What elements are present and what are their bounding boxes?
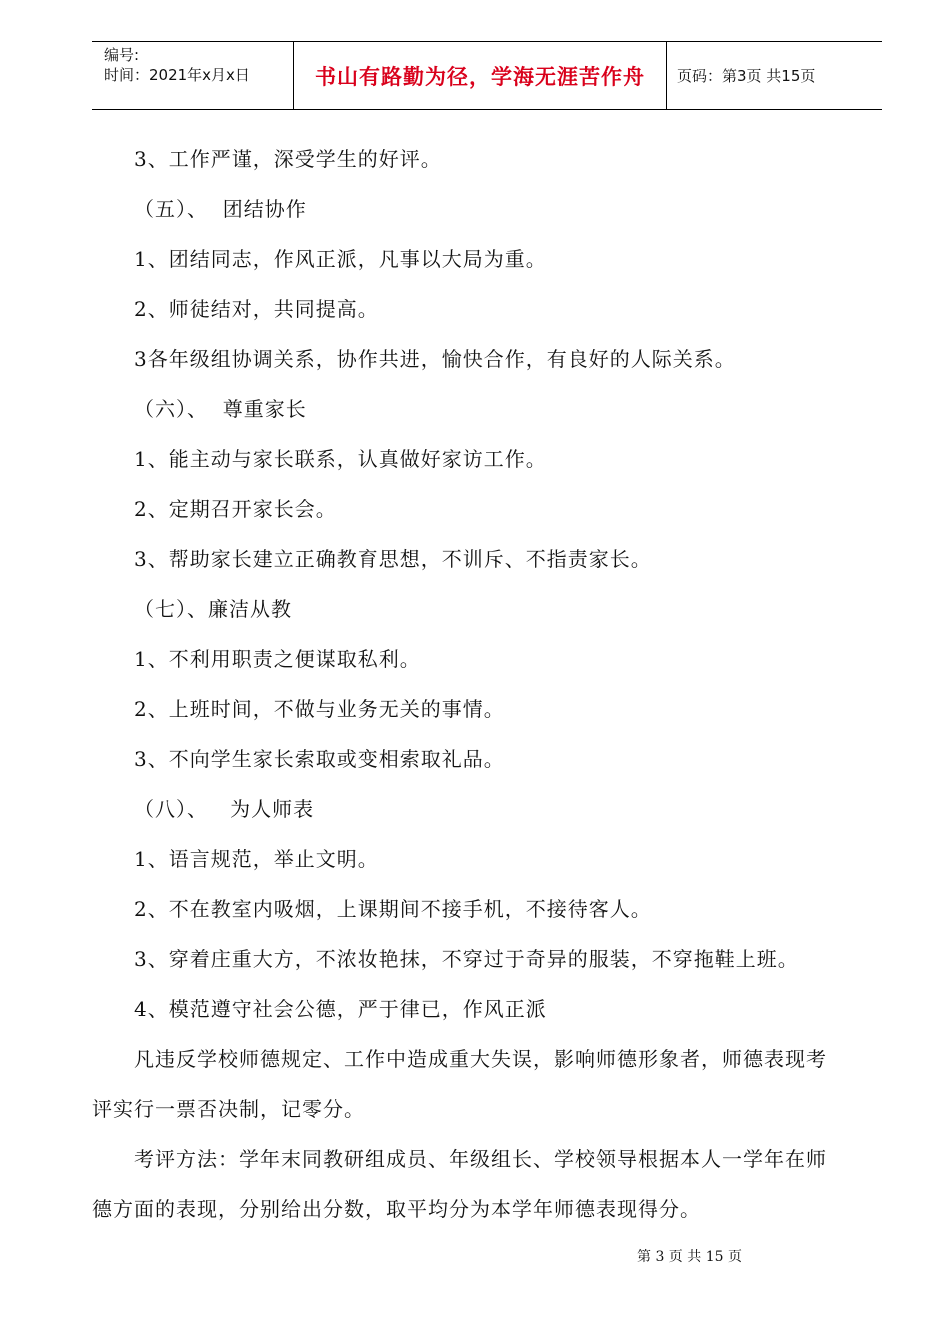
body-line: 2、定期召开家长会。 <box>134 497 337 521</box>
paragraph-line: 德方面的表现，分别给出分数，取平均分为本学年师德表现得分。 <box>92 1197 701 1221</box>
body-line: 2、师徒结对，共同提高。 <box>134 297 379 321</box>
paragraph-line: 评实行一票否决制，记零分。 <box>92 1097 365 1121</box>
section-heading: （六）、 尊重家长 <box>134 397 307 421</box>
header-meta-cell <box>92 42 294 109</box>
body-line: 3、工作严谨，深受学生的好评。 <box>134 147 442 171</box>
section-heading: （八）、 为人师表 <box>134 797 315 821</box>
document-number-label: 编号: <box>104 46 140 64</box>
paragraph-line: 凡违反学校师德规定、工作中造成重大失误，影响师德形象者，师德表现考 <box>134 1047 827 1071</box>
body-line: 3、不向学生家长索取或变相索取礼品。 <box>134 747 505 771</box>
header-page-info: 页码：第3页 共15页 <box>677 67 816 85</box>
document-time-label: 时间：2021年x月x日 <box>104 66 250 84</box>
body-line: 1、团结同志，作风正派，凡事以大局为重。 <box>134 247 547 271</box>
paragraph-line: 考评方法：学年末同教研组成员、年级组长、学校领导根据本人一学年在师 <box>134 1147 827 1171</box>
body-line: 3、穿着庄重大方，不浓妆艳抹，不穿过于奇异的服装，不穿拖鞋上班。 <box>134 947 799 971</box>
body-line: 4、模范遵守社会公德，严于律已，作风正派 <box>134 997 547 1021</box>
body-line: 1、能主动与家长联系，认真做好家访工作。 <box>134 447 547 471</box>
page-header <box>92 41 882 110</box>
body-line: 2、不在教室内吸烟，上课期间不接手机，不接待客人。 <box>134 897 652 921</box>
footer-page-number: 第 3 页 共 15 页 <box>637 1249 742 1265</box>
body-line: 1、不利用职责之便谋取私利。 <box>134 647 421 671</box>
section-heading: （五）、 团结协作 <box>134 197 307 221</box>
body-line: 2、上班时间，不做与业务无关的事情。 <box>134 697 505 721</box>
body-line: 3各年级组协调关系，协作共进，愉快合作，有良好的人际关系。 <box>134 347 736 371</box>
header-motto: 书山有路勤为径，学海无涯苦作舟 <box>294 42 667 109</box>
body-line: 3、帮助家长建立正确教育思想，不训斥、不指责家长。 <box>134 547 652 571</box>
body-line: 1、语言规范，举止文明。 <box>134 847 379 871</box>
section-heading: （七）、廉洁从教 <box>134 597 292 621</box>
